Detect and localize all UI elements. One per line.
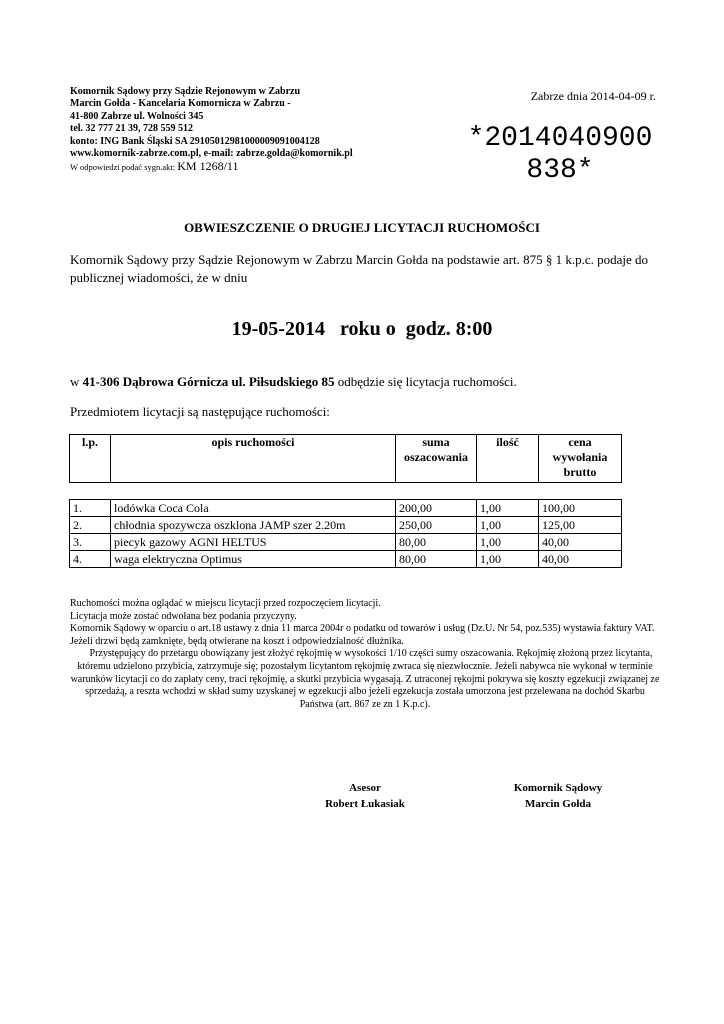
barcode-line: 838* <box>526 155 594 186</box>
signature-name: Robert Łukasiak <box>325 798 405 810</box>
note: Ruchomości można oglądać w miejscu licytacji przed rozpoczęciem licytacji. <box>70 598 381 609</box>
cell-lp: 3. <box>70 534 111 551</box>
header-line: Komornik Sądowy przy Sądzie Rejonowym w Zabrzu <box>70 86 301 97</box>
cell-valuation: 80,00 <box>396 534 477 551</box>
auction-location <box>70 374 660 390</box>
location-suffix: odbędzie się licytacja ruchomości. <box>337 374 517 389</box>
cell-valuation: 200,00 <box>396 500 477 517</box>
cell-lp: 4. <box>70 551 111 568</box>
cell-price: 40,00 <box>539 551 622 568</box>
auction-datetime: 19-05-2014 roku o godz. 8:00 <box>231 318 493 340</box>
note: Komornik Sądowy w oparciu o art.18 ustawy z dnia 11 marca 2004r o podatku od towarów i usług (Dz.U. Nr 54, poz.535) wystawia faktury VAT. <box>70 623 655 635</box>
cell-description: chłodnia spozywcza oszklona JAMP szer 2.20m <box>111 517 396 534</box>
signature-role: Komornik Sądowy <box>513 782 603 794</box>
cell-description: piecyk gazowy AGNI HELTUS <box>111 534 396 551</box>
cell-quantity: 1,00 <box>477 517 539 534</box>
note: Licytacja może zostać odwołana bez podania przyczyny. <box>70 610 297 622</box>
col-lp: l.p. <box>70 435 111 483</box>
col-price-line: cena <box>568 435 592 449</box>
cell-description: lodówka Coca Cola <box>111 500 396 517</box>
col-valuation <box>396 435 477 483</box>
table-row <box>70 551 622 568</box>
page-title: OBWIESZCZENIE O DRUGIEJ LICYTACJI RUCHOMOŚCI <box>184 220 540 235</box>
signature-assessor <box>290 780 440 812</box>
cell-valuation: 80,00 <box>396 551 477 568</box>
cell-price: 125,00 <box>539 517 622 534</box>
col-quantity: ilość <box>477 435 539 483</box>
case-reference <box>70 160 410 173</box>
col-valuation-line: oszacowania <box>404 450 468 464</box>
header-line: 41-800 Zabrze ul. Wolności 345 <box>70 110 204 122</box>
cell-quantity: 1,00 <box>477 534 539 551</box>
bailiff-office-header <box>70 86 410 174</box>
table-row <box>70 500 622 517</box>
barcode-line: *2014040900 <box>467 123 653 154</box>
signature-bailiff <box>478 780 638 812</box>
signature-name: Marcin Gołda <box>524 798 592 810</box>
note-deposit: Przystępujący do przetargu obowiązany jest złożyć rękojmię w wysokości 1/10 części sumy oszacowania. Rękojmię złożoną przez licytanta, któremu udzielono przybicia, zatrzymuje się; pozostałym licytantom rękojmię zwraca się niezwłocznie. Jeżeli nabywca nie wykonał w terminie warunków licytacji co do zapłaty ceny, traci rękojmię, a skutki przybicia wygasają. Z utraconej rękojmi pokrywa się koszty egzekucji związanej ze sprzedażą, a reszta wchodzi w skład sumy uzyskanej w egzekucji albo jeżeli egzekucja została umorzona jest przelewana na dochód Skarbu Państwa (art. 867 ze zn 1 K.p.c). <box>70 648 660 710</box>
document-date: Zabrze dnia 2014-04-09 r. <box>530 89 656 103</box>
location-prefix: w <box>70 374 80 389</box>
items-table-header <box>69 434 622 483</box>
table-row <box>70 534 622 551</box>
cell-valuation: 250,00 <box>396 517 477 534</box>
cell-price: 40,00 <box>539 534 622 551</box>
header-phone: tel. 32 777 21 39, 728 559 512 <box>70 123 194 135</box>
items-table <box>69 499 622 568</box>
barcode-text <box>420 123 700 187</box>
header-bank-account: konto: ING Bank Śląski SA 29105012981000009091004128 <box>70 135 320 147</box>
cell-lp: 1. <box>70 500 111 517</box>
case-reference-value: KM 1268/11 <box>177 159 239 174</box>
header-line: Marcin Gołda - Kancelaria Komornicza w Zabrzu - <box>70 98 291 110</box>
cell-lp: 2. <box>70 517 111 534</box>
col-price <box>539 435 622 483</box>
col-description: opis ruchomości <box>111 435 396 483</box>
cell-quantity: 1,00 <box>477 500 539 517</box>
note: Jeżeli drzwi będą zamknięte, będą otwierane na koszt i odpowiedzialność dłużnika. <box>70 635 404 647</box>
intro-paragraph: Komornik Sądowy przy Sądzie Rejonowym w Zabrzu Marcin Gołda na podstawie art. 875 § 1 k.p.c. podaje do publicznej wiadomości, że w dniu <box>70 252 649 285</box>
subject-line: Przedmiotem licytacji są następujące ruchomości: <box>70 404 330 419</box>
signature-role: Asesor <box>349 782 381 794</box>
table-row <box>70 517 622 534</box>
col-price-line: brutto <box>563 465 597 479</box>
cell-quantity: 1,00 <box>477 551 539 568</box>
col-valuation-line: suma <box>422 435 450 449</box>
notes-section <box>70 598 660 711</box>
cell-price: 100,00 <box>539 500 622 517</box>
header-web-email: www.komornik-zabrze.com.pl, e-mail: zabrze.golda@komornik.pl <box>70 148 353 160</box>
col-price-line: wywołania <box>552 450 608 464</box>
case-reference-label: W odpowiedzi podać sygn.akt: <box>70 162 176 173</box>
cell-description: waga elektryczna Optimus <box>111 551 396 568</box>
location-place: 41-306 Dąbrowa Górnicza ul. Piłsudskiego 85 <box>82 374 335 389</box>
